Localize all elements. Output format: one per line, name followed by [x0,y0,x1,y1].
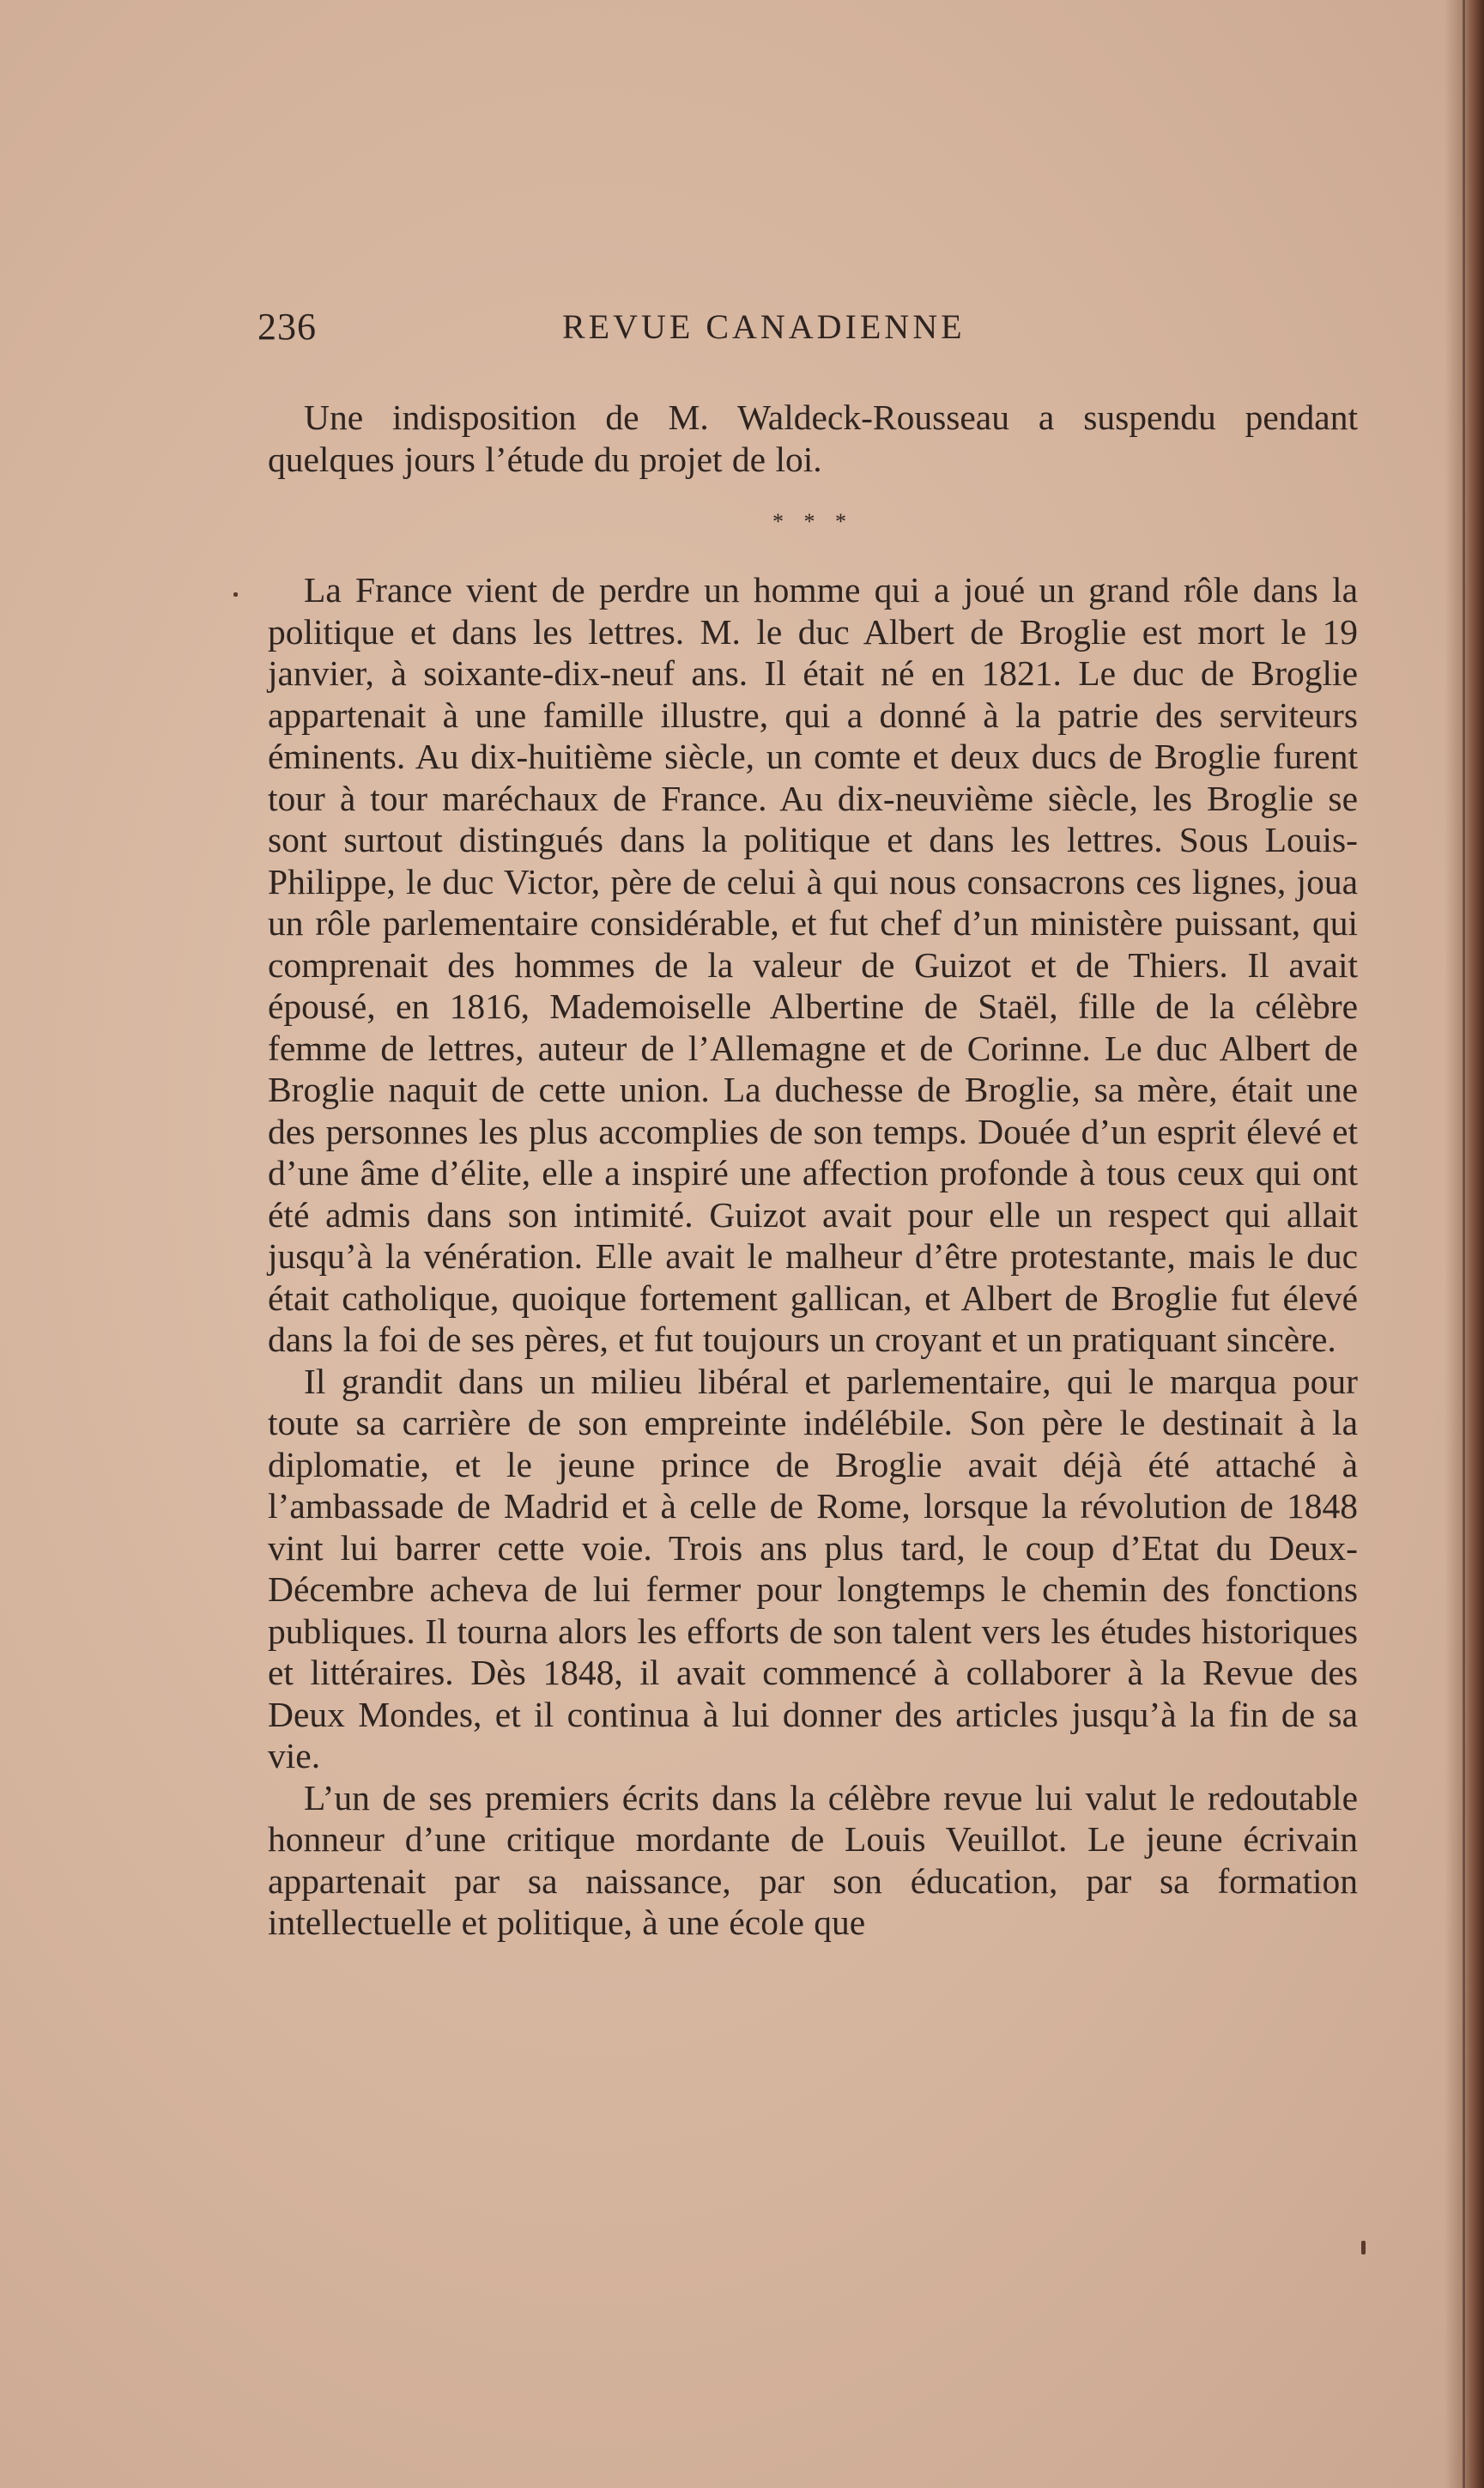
page-header [257,305,1030,356]
intro-paragraph: Une indisposition de M. Waldeck-Rousseau a suspendu pendant quelques jours l’étude du projet de loi. [268,397,1358,479]
paragraph-3: L’un de ses premiers écrits dans la célèbre revue lui valut le redoutable honneur d’une critique mordante de Louis Veuillot. Le jeune écrivain appartenait par sa naissance, par son éducation, par sa formation intellectuelle et politique, à une école que [268,1777,1358,1942]
margin-speck [1361,2241,1366,2254]
page-edge-line [1463,0,1465,2488]
running-title: REVUE CANADIENNE [562,307,966,346]
section-separator: * * * [772,509,853,534]
paragraph-1: La France vient de perdre un homme qui a joué un grand rôle dans la politique et dans les lettres. M. le duc Albert de Broglie est mort le 19 janvier, à soixante-dix-neuf ans. Il était né en 1821. Le duc de Broglie appartenait à une famille illustre, qui a donné à la patrie des serviteurs éminents. Au dix-huitième siècle, un comte et deux ducs de Broglie furent tour à tour maréchaux de France. Au dix-neuvième siècle, les Broglie se sont surtout distingués dans la politique et dans les lettres. Sous Louis-Philippe, le duc Victor, père de celui à qui nous consacrons ces lignes, joua un rôle parlementaire considérable, et fut chef d’un ministère puissant, qui comprenait des hommes de la valeur de Guizot et de Thiers. Il avait épousé, en 1816, Mademoiselle Albertine de Staël, fille de la célèbre femme de lettres, auteur de l’Allemagne et de Corinne. Le duc Albert de Broglie naquit de cette union. La duchesse de Broglie, sa mère, était une des personnes les plus accomplies de son temps. Douée d’un esprit élevé et d’une âme d’élite, elle a inspiré une affection profonde à tous ceux qui ont été admis dans son intimité. Guizot avait pour elle un respect qui allait jusqu’à la vénération. Elle avait le malheur d’être protestante, mais le duc était catholique, quoique fortement gallican, et Albert de Broglie fut élevé dans la foi de ses pères, et fut toujours un croyant et un pratiquant sincère. [268,570,1358,1359]
margin-speck [233,592,238,597]
article-body [268,397,1358,1944]
paragraph-2: Il grandit dans un milieu libéral et parlementaire, qui le marqua pour toute sa carrière de son empreinte indélébile. Son père le destinait à la diplomatie, et le jeune prince de Broglie avait déjà été attaché à l’ambassade de Madrid et à celle de Rome, lorsque la révolution de 1848 vint lui barrer cette voie. Trois ans plus tard, le coup d’Etat du Deux-Décembre acheva de lui fermer pour longtemps le chemin des fonctions publiques. Il tourna alors les efforts de son talent vers les études historiques et littéraires. Dès 1848, il avait commencé à collaborer à la Revue des Deux Mondes, et il continua à lui donner des articles jusqu’à la fin de sa vie. [268,1361,1358,1775]
page-number: 236 [257,306,317,348]
